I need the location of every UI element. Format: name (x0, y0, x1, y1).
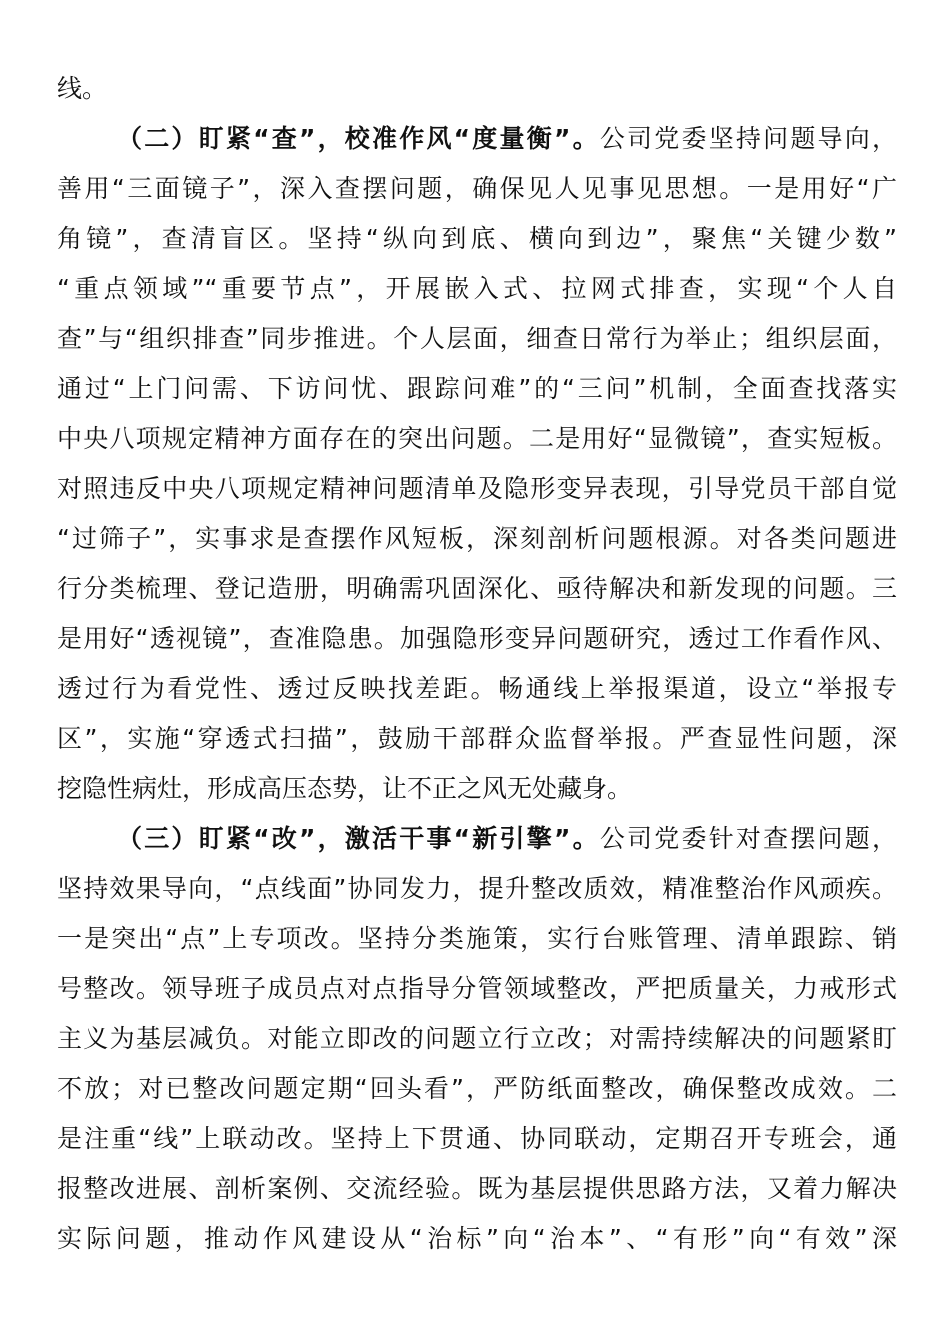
paragraph-line: 号整改。领导班子成员点对点指导分管领域整改，严把质量关，力戒形式 (57, 974, 897, 1003)
section-heading-cha: （二）盯紧“查”，校准作风“度量衡”。 (117, 124, 600, 153)
paragraph-line: “重点领域”“重要节点”，开展嵌入式、拉网式排查，实现“个人自 (57, 274, 897, 303)
line-text: 公司党委针对查摆问题， (599, 824, 897, 853)
paragraph-line: 坚持效果导向，“点线面”协同发力，提升整改质效，精准整治作风顽疾。 (57, 874, 897, 903)
paragraph-line: 善用“三面镜子”，深入查摆问题，确保见人见事见思想。一是用好“广 (57, 174, 897, 203)
paragraph-line: 是用好“透视镜”，查准隐患。加强隐形变异问题研究，透过工作看作风、 (57, 624, 897, 653)
line-text: 公司党委坚持问题导向， (599, 124, 897, 153)
paragraph-line: 报整改进展、剖析案例、交流经验。既为基层提供思路方法，又着力解决 (57, 1174, 897, 1203)
paragraph-line: 中央八项规定精神方面存在的突出问题。二是用好“显微镜”，查实短板。 (57, 424, 897, 453)
paragraph-line: 透过行为看党性、透过反映找差距。畅通线上举报渠道，设立“举报专 (57, 674, 897, 703)
line-text: 线。 (57, 74, 108, 103)
paragraph-line: 实际问题，推动作风建设从“治标”向“治本”、“有形”向“有效”深 (57, 1224, 897, 1253)
paragraph-line: 挖隐性病灶，形成高压态势，让不正之风无处藏身。 (57, 774, 633, 803)
paragraph-line: 一是突出“点”上专项改。坚持分类施策，实行台账管理、清单跟踪、销 (57, 924, 897, 953)
paragraph-line (57, 71, 897, 107)
paragraph-line: 主义为基层减负。对能立即改的问题立行立改；对需持续解决的问题紧盯 (57, 1024, 897, 1053)
paragraph-line: 查”与“组织排查”同步推进。个人层面，细查日常行为举止；组织层面， (57, 324, 897, 353)
section-heading-line (117, 821, 897, 857)
paragraph-line: 角镜”，查清盲区。坚持“纵向到底、横向到边”，聚焦“关键少数” (57, 224, 897, 253)
paragraph-line: 对照违反中央八项规定精神问题清单及隐形变异表现，引导党员干部自觉 (57, 474, 897, 503)
section-heading-line (117, 121, 897, 157)
paragraph-line: 不放；对已整改问题定期“回头看”，严防纸面整改，确保整改成效。二 (57, 1074, 897, 1103)
paragraph-line: 通过“上门问需、下访问忧、跟踪问难”的“三问”机制，全面查找落实 (57, 374, 897, 403)
paragraph-line: 区”，实施“穿透式扫描”，鼓励干部群众监督举报。严查显性问题，深 (57, 724, 897, 753)
paragraph-line: 行分类梳理、登记造册，明确需巩固深化、亟待解决和新发现的问题。三 (57, 574, 897, 603)
paragraph-line: 是注重“线”上联动改。坚持上下贯通、协同联动，定期召开专班会，通 (57, 1124, 897, 1153)
section-heading-gai: （三）盯紧“改”，激活干事“新引擎”。 (117, 824, 600, 853)
paragraph-line: “过筛子”，实事求是查摆作风短板，深刻剖析问题根源。对各类问题进 (57, 524, 897, 553)
